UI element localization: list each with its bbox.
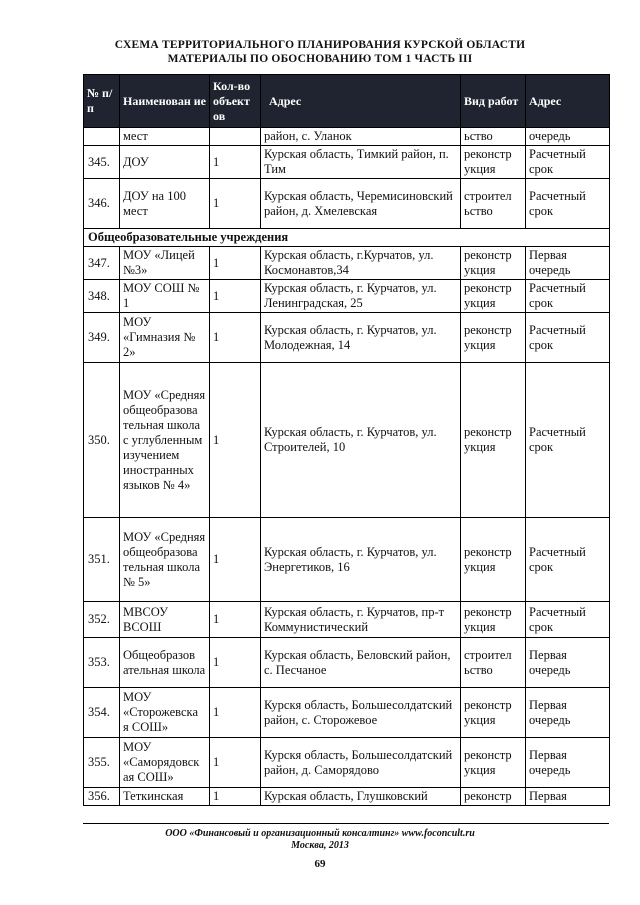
cell-count: 1 (210, 518, 261, 602)
cell-count (210, 128, 261, 146)
cell-number: 356. (84, 788, 120, 806)
table-section-row (84, 229, 610, 247)
cell-number: 345. (84, 146, 120, 179)
cell-count: 1 (210, 247, 261, 280)
footer-city-year: Москва, 2013 (291, 840, 349, 851)
cell-number: 354. (84, 688, 120, 738)
cell-address: Курская область, Беловский район, с. Песчаное (261, 638, 461, 688)
cell-count: 1 (210, 638, 261, 688)
cell-work-type: реконстр укция (461, 363, 526, 518)
cell-address: район, с. Уланок (261, 128, 461, 146)
table-row (84, 363, 610, 518)
cell-address: Курская область, г. Курчатов, ул. Молодежная, 14 (261, 313, 461, 363)
col-header-address: Адрес (261, 75, 461, 128)
cell-work-type: реконстр укция (461, 518, 526, 602)
cell-term: Первая очередь (526, 738, 610, 788)
cell-address: Курская область, г. Курчатов, ул. Ленинградская, 25 (261, 280, 461, 313)
col-header-number: № п/п (84, 75, 120, 128)
cell-work-type: реконстр укция (461, 313, 526, 363)
cell-name: МВСОУ ВСОШ (120, 602, 210, 638)
table-row (84, 688, 610, 738)
cell-count: 1 (210, 738, 261, 788)
table-row (84, 518, 610, 602)
cell-term: Расчетный срок (526, 363, 610, 518)
table-row (84, 738, 610, 788)
table-row (84, 146, 610, 179)
cell-count: 1 (210, 146, 261, 179)
col-header-term: Адрес (526, 75, 610, 128)
cell-number: 351. (84, 518, 120, 602)
page-number: 69 (314, 858, 326, 870)
table-row (84, 313, 610, 363)
cell-term: очередь (526, 128, 610, 146)
cell-count: 1 (210, 788, 261, 806)
cell-address: Курская область, Глушковский (261, 788, 461, 806)
footer-company: ООО «Финансовый и организационный консалтинг» www.foconcult.ru (165, 828, 475, 839)
footer-divider (83, 823, 609, 824)
cell-count: 1 (210, 602, 261, 638)
cell-name: Общеобразов ательная школа (120, 638, 210, 688)
cell-address: Курская область, г.Курчатов, ул. Космонавтов,34 (261, 247, 461, 280)
cell-address: Курскя область, Большесолдатский район, д. Саморядово (261, 738, 461, 788)
table-body (84, 128, 610, 806)
cell-number: 353. (84, 638, 120, 688)
cell-number: 346. (84, 179, 120, 229)
cell-address: Курская область, г. Курчатов, ул. Строителей, 10 (261, 363, 461, 518)
cell-number: 355. (84, 738, 120, 788)
col-header-count: Кол-во объект ов (210, 75, 261, 128)
cell-term: Расчетный срок (526, 280, 610, 313)
cell-name: МОУ «Лицей №3» (120, 247, 210, 280)
document-header (0, 38, 640, 66)
cell-number: 352. (84, 602, 120, 638)
cell-term: Расчетный срок (526, 179, 610, 229)
table-row (84, 280, 610, 313)
cell-address: Курская область, Черемисиновский район, д. Хмелевская (261, 179, 461, 229)
cell-work-type: реконстр укция (461, 738, 526, 788)
header-title: СХЕМА ТЕРРИТОРИАЛЬНОГО ПЛАНИРОВАНИЯ КУРСКОЙ ОБЛАСТИ (114, 39, 526, 51)
cell-name: МОУ «Средняя общеобразова тельная школа № 5» (120, 518, 210, 602)
table-header-row (84, 75, 610, 128)
cell-work-type: реконстр (461, 788, 526, 806)
cell-term: Первая очередь (526, 247, 610, 280)
cell-address: Курская область, г. Курчатов, пр-т Коммунистический (261, 602, 461, 638)
cell-name: МОУ «Сторожевска я СОШ» (120, 688, 210, 738)
cell-term: Расчетный срок (526, 313, 610, 363)
cell-term: Расчетный срок (526, 518, 610, 602)
cell-name: ДОУ на 100 мест (120, 179, 210, 229)
cell-term: Первая очередь (526, 688, 610, 738)
cell-work-type: строител ьство (461, 179, 526, 229)
cell-name: МОУ «Саморядовск ая СОШ» (120, 738, 210, 788)
cell-work-type: реконстр укция (461, 602, 526, 638)
cell-name: МОУ СОШ № 1 (120, 280, 210, 313)
objects-table (83, 74, 610, 806)
cell-name: мест (120, 128, 210, 146)
cell-work-type: строител ьство (461, 638, 526, 688)
cell-name: МОУ «Гимназия № 2» (120, 313, 210, 363)
table-row (84, 788, 610, 806)
table-row (84, 602, 610, 638)
cell-work-type: реконстр укция (461, 688, 526, 738)
table-row (84, 128, 610, 146)
cell-number: 350. (84, 363, 120, 518)
cell-name: Теткинская (120, 788, 210, 806)
cell-count: 1 (210, 280, 261, 313)
cell-work-type: реконстр укция (461, 247, 526, 280)
cell-count: 1 (210, 363, 261, 518)
col-header-work-type: Вид работ (461, 75, 526, 128)
cell-name: МОУ «Средняя общеобразова тельная школа с углубленным изучением иностранных языков № 4» (120, 363, 210, 518)
cell-address: Курскя область, Большесолдатский район, с. Сторожевое (261, 688, 461, 738)
cell-count: 1 (210, 688, 261, 738)
cell-count: 1 (210, 179, 261, 229)
cell-term: Первая (526, 788, 610, 806)
table-row (84, 179, 610, 229)
cell-term: Первая очередь (526, 638, 610, 688)
cell-address: Курская область, г. Курчатов, ул. Энергетиков, 16 (261, 518, 461, 602)
cell-number (84, 128, 120, 146)
cell-work-type: ьство (461, 128, 526, 146)
cell-number: 347. (84, 247, 120, 280)
section-heading: Общеобразовательные учреждения (84, 229, 610, 247)
cell-number: 349. (84, 313, 120, 363)
document-footer (0, 828, 640, 852)
cell-work-type: реконстр укция (461, 146, 526, 179)
table-row (84, 247, 610, 280)
cell-address: Курская область, Тимкий район, п. Тим (261, 146, 461, 179)
table-row (84, 638, 610, 688)
cell-term: Расчетный срок (526, 146, 610, 179)
cell-name: ДОУ (120, 146, 210, 179)
cell-term: Расчетный срок (526, 602, 610, 638)
cell-work-type: реконстр укция (461, 280, 526, 313)
cell-count: 1 (210, 313, 261, 363)
header-subtitle: МАТЕРИАЛЫ ПО ОБОСНОВАНИЮ ТОМ 1 ЧАСТЬ III (167, 53, 473, 65)
cell-number: 348. (84, 280, 120, 313)
col-header-name: Наименован ие (120, 75, 210, 128)
